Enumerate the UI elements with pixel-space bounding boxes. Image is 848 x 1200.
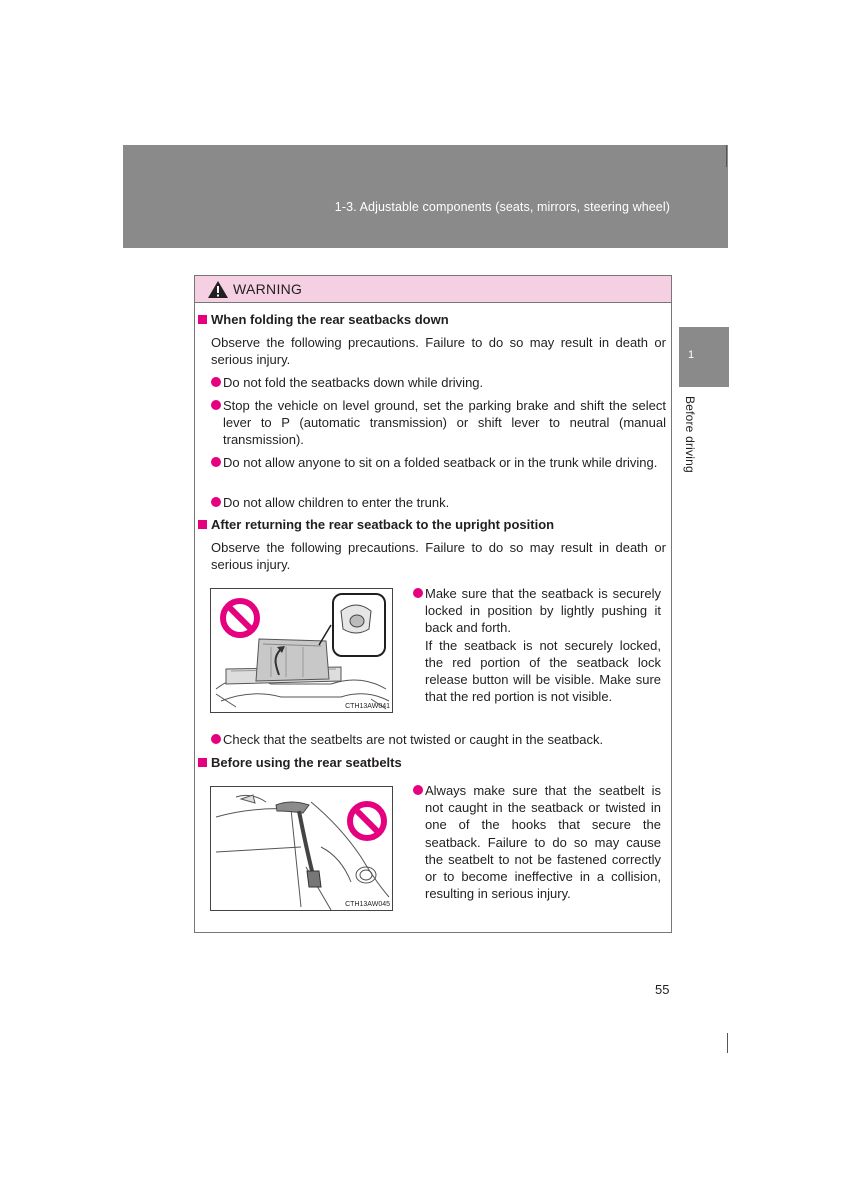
chapter-title: 1-3. Adjustable components (seats, mirrors, steering wheel) — [334, 200, 670, 214]
bullet-dot-icon — [413, 588, 423, 598]
warning-title: WARNING — [233, 281, 303, 297]
list-item — [211, 731, 666, 748]
seatbelt-illustration — [211, 787, 392, 910]
list-item — [211, 374, 666, 391]
section-intro: Observe the following precautions. Failure to do so may result in death or serious injury. — [211, 540, 666, 573]
list-item — [211, 397, 666, 449]
section-heading-upright — [198, 516, 668, 533]
crop-mark — [726, 145, 727, 167]
bullet-dot-icon — [413, 785, 423, 795]
list-item — [413, 782, 661, 902]
section-heading-seatbelts — [198, 754, 668, 771]
section-heading-folding — [198, 311, 668, 328]
list-item-text: Always make sure that the seatbelt is not caught in the seatback or twisted in one of the hooks that secure the seatback. Failure to do so may cause the seatbelt to not be fastened correctly or to become ineffective in a collision, resulting in serious injury. — [425, 783, 661, 902]
list-item — [211, 454, 666, 471]
chapter-number: 1 — [688, 349, 695, 361]
seatback-lock-figure — [210, 588, 393, 713]
list-item-text — [425, 585, 661, 705]
bullet-dot-icon — [211, 497, 221, 507]
warning-triangle-icon — [207, 280, 229, 299]
bullet-dot-icon — [211, 377, 221, 387]
list-item-text: Stop the vehicle on level ground, set the parking brake and shift the select lever to P (automatic transmission) or shift lever to neutral (manual transmission). — [223, 398, 666, 448]
warning-header — [195, 276, 671, 303]
crop-mark — [727, 1033, 728, 1053]
chapter-header — [123, 145, 728, 248]
page-number: 55 — [655, 982, 670, 997]
figure-code: CTH13AW041 — [345, 703, 390, 710]
list-item — [211, 494, 666, 511]
list-item-text: Do not allow anyone to sit on a folded seatback or in the trunk while driving. — [223, 455, 658, 470]
chapter-tab — [679, 327, 729, 387]
figure-code: CTH13AW045 — [345, 901, 390, 908]
list-item-text: Do not allow children to enter the trunk. — [223, 495, 450, 510]
seatbelt-figure — [210, 786, 393, 911]
section-heading-text: After returning the rear seatback to the upright position — [211, 517, 555, 532]
section-intro: Observe the following precautions. Failure to do so may result in death or serious injury. — [211, 335, 666, 368]
section-heading-text: When folding the rear seatbacks down — [211, 312, 449, 327]
list-item — [413, 585, 661, 705]
list-item-text: Do not fold the seatbacks down while driving. — [223, 375, 484, 390]
square-bullet-icon — [198, 520, 207, 529]
chapter-label: Before driving — [683, 396, 697, 473]
square-bullet-icon — [198, 758, 207, 767]
bullet-dot-icon — [211, 457, 221, 467]
section-heading-text: Before using the rear seatbelts — [211, 755, 402, 770]
list-item-text-cont: If the seatback is not securely locked, the red portion of the seatback lock release button will be visible. Make sure that the red portion is not visible. — [425, 637, 661, 705]
list-item-text-main: Make sure that the seatback is securely locked in position by lightly pushing it back and forth. — [425, 586, 661, 636]
square-bullet-icon — [198, 315, 207, 324]
seatback-illustration — [211, 589, 392, 712]
list-item-text: Check that the seatbelts are not twisted or caught in the seatback. — [223, 732, 604, 747]
bullet-dot-icon — [211, 400, 221, 410]
bullet-dot-icon — [211, 734, 221, 744]
